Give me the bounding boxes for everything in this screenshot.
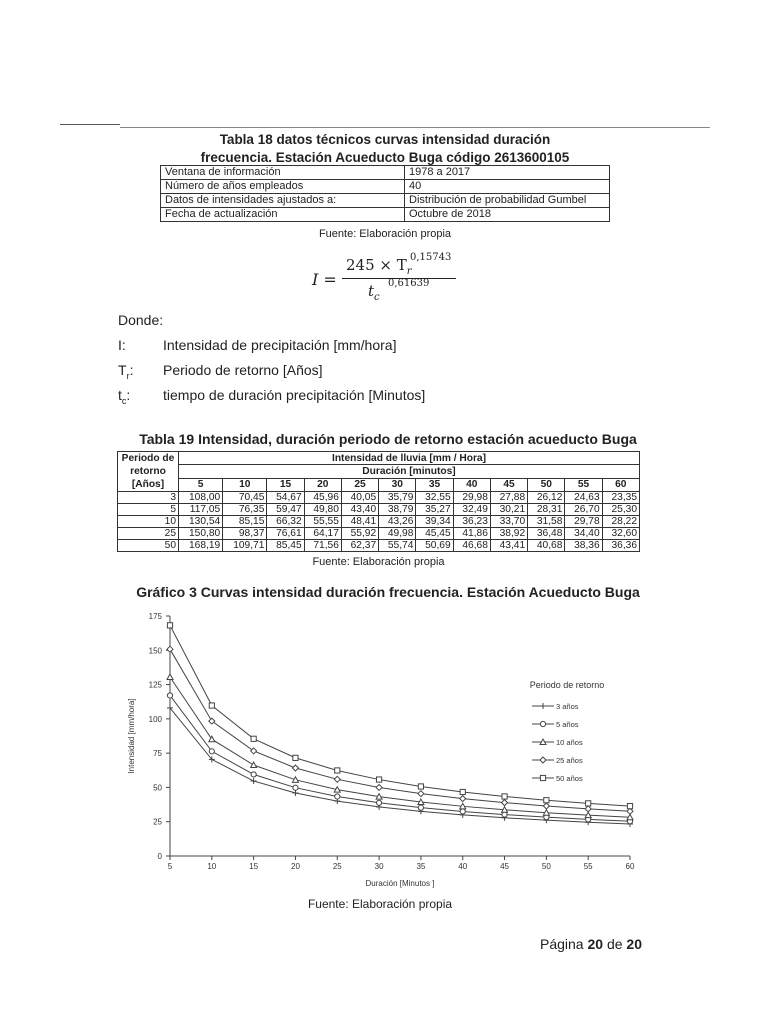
- page-number: [540, 936, 642, 952]
- value-cell: 43,41: [490, 540, 527, 552]
- x-tick-label: 40: [458, 862, 468, 871]
- value-cell: 46,68: [453, 540, 490, 552]
- idf-chart: [110, 604, 650, 894]
- value-cell: 109,71: [223, 540, 267, 552]
- value-cell: 32,55: [416, 492, 453, 504]
- table-row: [161, 194, 610, 208]
- page-of: de: [606, 936, 623, 952]
- value-cell: 29,98: [453, 492, 490, 504]
- x-tick-label: 55: [583, 862, 593, 871]
- data-point: [418, 784, 423, 789]
- value-cell: 28,31: [528, 504, 565, 516]
- data-point: [585, 806, 591, 812]
- definition-text-i: Intensidad de precipitación [mm/hora]: [163, 337, 397, 353]
- table-cell: Fecha de actualización: [161, 208, 405, 222]
- duration-header-cell: 20: [304, 478, 341, 491]
- value-cell: 43,40: [341, 504, 378, 516]
- value-cell: 40,05: [341, 492, 378, 504]
- value-cell: 35,79: [379, 492, 416, 504]
- chart-title: Gráfico 3 Curvas intensidad duración frecuencia. Estación Acueducto Buga: [136, 584, 640, 600]
- duration-header-cell: 25: [341, 478, 378, 491]
- value-cell: 76,35: [223, 504, 267, 516]
- x-tick-label: 50: [541, 862, 551, 871]
- duration-header-cell: 15: [267, 478, 304, 491]
- x-tick-label: 15: [249, 862, 259, 871]
- table-cell: 40: [405, 180, 610, 194]
- table-cell: Octubre de 2018: [405, 208, 610, 222]
- period-cell: 25: [118, 528, 179, 540]
- definitions-heading: Donde:: [118, 312, 164, 328]
- table-cell: Datos de intensidades ajustados a:: [161, 194, 405, 208]
- value-cell: 85,15: [223, 516, 267, 528]
- table18-title: [150, 131, 620, 167]
- symbol-sub: c: [121, 395, 127, 406]
- formula-denominator-sub: c: [374, 292, 380, 303]
- data-point: [502, 794, 507, 799]
- value-cell: 45,45: [416, 528, 453, 540]
- data-point: [335, 794, 340, 799]
- data-point: [167, 674, 173, 680]
- data-point: [540, 721, 545, 726]
- symbol-sub: r: [126, 370, 130, 381]
- formula-denominator-main: t: [368, 282, 375, 300]
- header-period: Periodo de retorno [Años]: [118, 452, 179, 492]
- data-point: [460, 789, 465, 794]
- data-point: [460, 796, 466, 802]
- value-cell: 35,27: [416, 504, 453, 516]
- formula-numerator-main: 245 × T: [346, 256, 407, 274]
- value-cell: 98,37: [223, 528, 267, 540]
- value-cell: 32,49: [453, 504, 490, 516]
- value-cell: 29,78: [565, 516, 602, 528]
- value-cell: 27,88: [490, 492, 527, 504]
- y-tick-label: 150: [148, 646, 162, 656]
- data-point: [335, 768, 340, 773]
- value-cell: 62,37: [341, 540, 378, 552]
- value-cell: 48,41: [341, 516, 378, 528]
- value-cell: 71,56: [304, 540, 341, 552]
- value-cell: 39,34: [416, 516, 453, 528]
- value-cell: 168,19: [179, 540, 223, 552]
- data-point: [376, 784, 382, 790]
- header-duration: Duración [minutos]: [179, 465, 640, 478]
- value-cell: 54,67: [267, 492, 304, 504]
- duration-header-cell: 40: [453, 478, 490, 491]
- value-cell: 85,45: [267, 540, 304, 552]
- data-point: [586, 801, 591, 806]
- header-rule: [120, 127, 710, 128]
- header-intensity: Intensidad de lluvia [mm / Hora]: [179, 452, 640, 465]
- value-cell: 108,00: [179, 492, 223, 504]
- value-cell: 70,45: [223, 492, 267, 504]
- value-cell: 32,60: [602, 528, 639, 540]
- y-tick-label: 75: [153, 749, 162, 759]
- value-cell: 49,98: [379, 528, 416, 540]
- table19-title: Tabla 19 Intensidad, duración periodo de retorno estación acueducto Buga: [139, 431, 637, 447]
- x-tick-label: 20: [291, 862, 300, 871]
- value-cell: 36,23: [453, 516, 490, 528]
- value-cell: 59,47: [267, 504, 304, 516]
- period-cell: 10: [118, 516, 179, 528]
- y-tick-label: 0: [157, 852, 162, 861]
- table18-source: Fuente: Elaboración propia: [318, 228, 452, 240]
- value-cell: 45,96: [304, 492, 341, 504]
- data-point: [376, 777, 381, 782]
- duration-header-cell: 45: [490, 478, 527, 491]
- x-tick-label: 35: [416, 862, 426, 871]
- duration-header-cell: 35: [416, 478, 453, 491]
- data-point: [167, 693, 172, 698]
- table-row: [161, 166, 610, 180]
- data-point: [627, 804, 632, 809]
- value-cell: 31,58: [528, 516, 565, 528]
- formula-numerator-exponent: 0,15743: [410, 252, 452, 263]
- legend-title: Periodo de retorno: [529, 680, 605, 690]
- value-cell: 38,36: [565, 540, 602, 552]
- value-cell: 26,12: [528, 492, 565, 504]
- page-current: 20: [587, 936, 604, 952]
- data-point: [167, 646, 173, 652]
- y-tick-label: 25: [153, 817, 162, 827]
- value-cell: 23,35: [602, 492, 639, 504]
- legend-label: 5 años: [556, 720, 579, 729]
- data-point: [334, 776, 340, 782]
- x-tick-label: 5: [167, 862, 173, 871]
- table-row: [118, 492, 640, 504]
- data-point: [540, 775, 545, 780]
- series-line: [170, 649, 630, 811]
- value-cell: 36,48: [528, 528, 565, 540]
- table-header-row: [118, 478, 640, 491]
- data-point: [251, 736, 256, 741]
- value-cell: 33,70: [490, 516, 527, 528]
- legend-label: 25 años: [556, 756, 583, 765]
- value-cell: 36,36: [602, 540, 639, 552]
- table-cell: Distribución de probabilidad Gumbel: [405, 194, 610, 208]
- formula-numerator: [346, 256, 412, 277]
- formula-lhs: I =: [312, 270, 337, 289]
- table18-title-line1: Tabla 18 datos técnicos curvas intensidad duración: [219, 132, 551, 147]
- data-point: [540, 757, 546, 763]
- value-cell: 28,22: [602, 516, 639, 528]
- table18-title-line2: frecuencia. Estación Acueducto Buga código 2613600105: [200, 150, 570, 165]
- table-header-row: [118, 465, 640, 478]
- symbol-main: T: [118, 362, 127, 378]
- data-point: [292, 765, 298, 771]
- table-cell: 1978 a 2017: [405, 166, 610, 180]
- value-cell: 130,54: [179, 516, 223, 528]
- symbol-main: t: [118, 387, 122, 403]
- value-cell: 150,80: [179, 528, 223, 540]
- table19-source: Fuente: Elaboración propia: [312, 556, 445, 568]
- table-row: [118, 504, 640, 516]
- header-rule-left: [60, 124, 120, 125]
- table19: [117, 451, 640, 552]
- symbol-colon: :: [126, 387, 131, 403]
- table18: [160, 165, 610, 222]
- data-point: [418, 791, 424, 797]
- y-tick-label: 100: [148, 714, 162, 724]
- value-cell: 40,68: [528, 540, 565, 552]
- duration-header-cell: 60: [602, 478, 639, 491]
- page-total: 20: [626, 936, 642, 952]
- formula-numerator-sub: r: [406, 266, 412, 277]
- definition-symbol-i: I:: [118, 337, 126, 353]
- data-point: [293, 785, 298, 790]
- symbol-colon: :: [129, 362, 134, 378]
- value-cell: 41,86: [453, 528, 490, 540]
- table-header-row: [118, 452, 640, 465]
- y-axis-label: Intensidad [mm/hora]: [127, 698, 136, 774]
- x-tick-label: 30: [374, 862, 384, 871]
- value-cell: 55,92: [341, 528, 378, 540]
- period-cell: 50: [118, 540, 179, 552]
- duration-header-cell: 10: [223, 478, 267, 491]
- data-point: [167, 623, 172, 628]
- data-point: [543, 803, 549, 809]
- chart-source: Fuente: Elaboración propia: [307, 897, 453, 911]
- y-tick-label: 50: [153, 783, 162, 793]
- table-cell: Número de años empleados: [161, 180, 405, 194]
- data-point: [376, 800, 381, 805]
- definition-text-tr: Periodo de retorno [Años]: [163, 362, 323, 378]
- definition-symbol-tc: [118, 387, 130, 406]
- table-row: [118, 528, 640, 540]
- value-cell: 24,63: [565, 492, 602, 504]
- legend-label: 50 años: [556, 774, 583, 783]
- value-cell: 38,92: [490, 528, 527, 540]
- value-cell: 64,17: [304, 528, 341, 540]
- table-row: [118, 516, 640, 528]
- intensity-formula: [300, 250, 470, 310]
- x-axis-label: Duración [Minutos ]: [365, 879, 435, 888]
- x-tick-label: 25: [332, 862, 342, 871]
- series-line: [170, 677, 630, 817]
- value-cell: 49,80: [304, 504, 341, 516]
- value-cell: 38,79: [379, 504, 416, 516]
- page-prefix: Página: [540, 936, 584, 952]
- x-tick-label: 60: [625, 862, 635, 871]
- duration-header-cell: 55: [565, 478, 602, 491]
- legend-label: 10 años: [556, 738, 583, 747]
- table-cell: Ventana de información: [161, 166, 405, 180]
- data-point: [544, 798, 549, 803]
- x-tick-label: 10: [207, 862, 217, 871]
- legend-label: 3 años: [556, 702, 579, 711]
- period-cell: 3: [118, 492, 179, 504]
- value-cell: 43,26: [379, 516, 416, 528]
- data-point: [209, 749, 214, 754]
- data-point: [418, 805, 423, 810]
- value-cell: 76,61: [267, 528, 304, 540]
- duration-header-cell: 30: [379, 478, 416, 491]
- data-point: [502, 800, 508, 806]
- definition-symbol-tr: [118, 362, 133, 381]
- value-cell: 34,40: [565, 528, 602, 540]
- table-row: [161, 208, 610, 222]
- value-cell: 66,32: [267, 516, 304, 528]
- table-row: [118, 540, 640, 552]
- data-point: [209, 736, 215, 742]
- data-point: [460, 809, 465, 814]
- formula-denominator-exponent: 0,61639: [388, 278, 430, 289]
- duration-header-cell: 50: [528, 478, 565, 491]
- value-cell: 26,70: [565, 504, 602, 516]
- data-point: [293, 755, 298, 760]
- period-cell: 5: [118, 504, 179, 516]
- y-tick-label: 175: [148, 612, 162, 621]
- duration-header-cell: 5: [179, 478, 223, 491]
- formula-denominator: [368, 282, 380, 303]
- data-point: [209, 703, 214, 708]
- data-point: [251, 762, 257, 768]
- x-tick-label: 45: [500, 862, 509, 871]
- value-cell: 50,69: [416, 540, 453, 552]
- value-cell: 55,55: [304, 516, 341, 528]
- data-point: [251, 772, 256, 777]
- value-cell: 30,21: [490, 504, 527, 516]
- table-row: [161, 180, 610, 194]
- value-cell: 25,30: [602, 504, 639, 516]
- value-cell: 55,74: [379, 540, 416, 552]
- y-tick-label: 125: [148, 680, 162, 690]
- value-cell: 117,05: [179, 504, 223, 516]
- definition-text-tc: tiempo de duración precipitación [Minutos]: [163, 387, 426, 403]
